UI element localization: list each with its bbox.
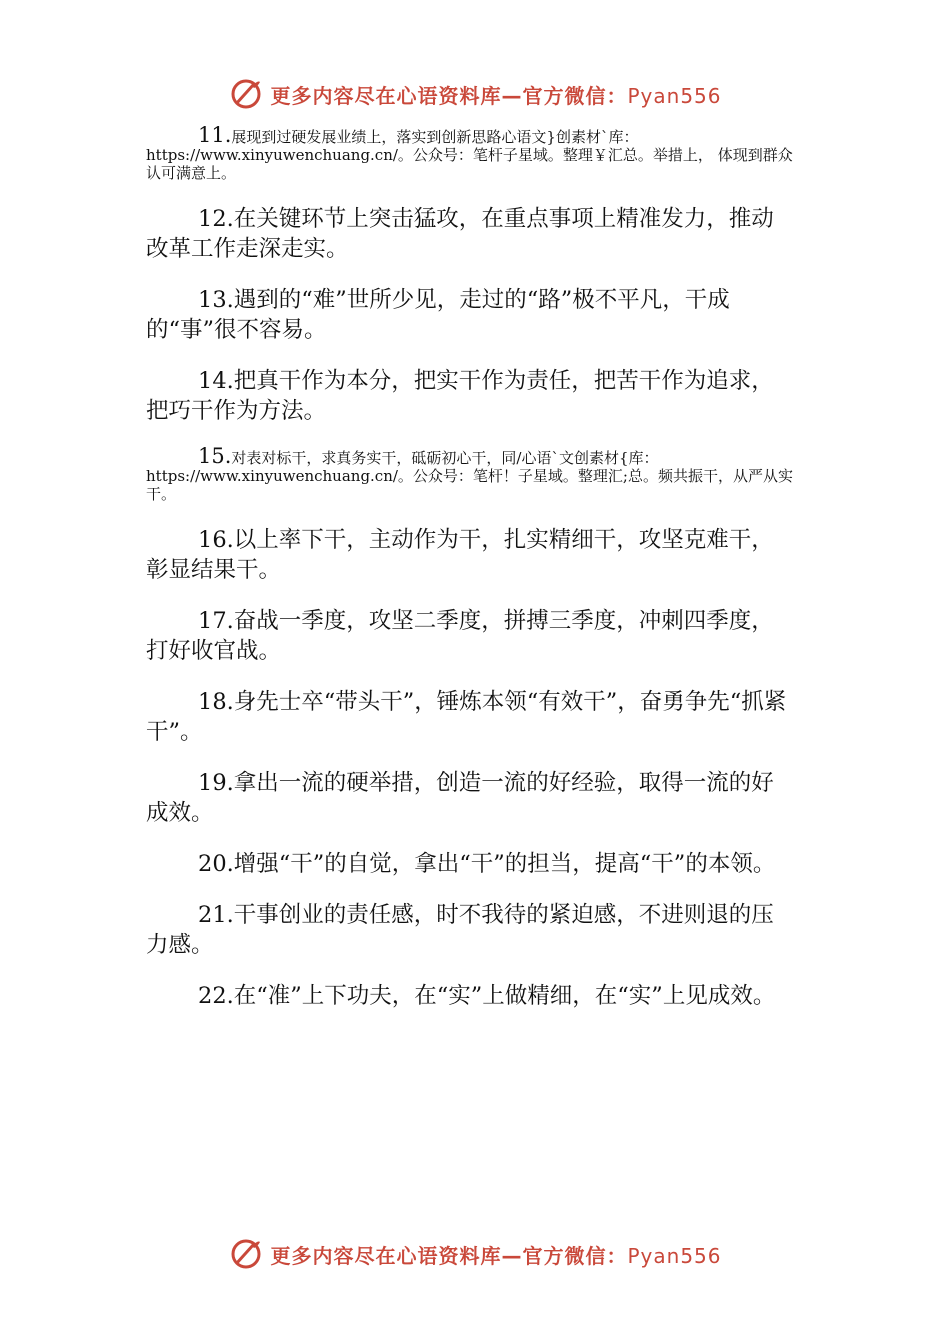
item-text: 在关键环节上突击猛攻，在重点事项上精准发力，推动改革工作走深走实。: [146, 206, 774, 262]
wechat-id: Pyan556: [627, 1243, 722, 1268]
item-text: 遇到的“难”世所少见，走过的“路”极不平凡，干成的“事”很不容易。: [146, 287, 730, 343]
list-item: [146, 900, 796, 960]
list-item: [146, 285, 796, 345]
item-text: 在“准”上下功夫，在“实”上做精细，在“实”上见成效。: [233, 983, 776, 1009]
footer-banner: [0, 1234, 950, 1274]
item-number: 16.: [198, 527, 234, 553]
list-item: [146, 366, 796, 426]
item-number: 15.: [198, 444, 232, 468]
banner-slogan: 更多内容尽在心语资料库—官方微信：: [270, 1243, 628, 1268]
item-text: 增强“干”的自觉，拿出“干”的担当，提高“干”的本领。: [233, 851, 776, 877]
item-text: 拿出一流的硬举措，创造一流的好经验，取得一流的好成效。: [146, 770, 774, 826]
list-item: [146, 849, 796, 879]
brush-logo-icon: [228, 1236, 264, 1272]
list-item: [146, 444, 796, 503]
list-item: [146, 687, 796, 747]
list-item: [146, 525, 796, 585]
item-number: 17.: [198, 608, 234, 634]
item-number: 12.: [198, 206, 234, 232]
wechat-id: Pyan556: [627, 83, 722, 108]
item-number: 22.: [198, 983, 234, 1009]
item-text: 身先士卒“带头干”，锤炼本领“有效干”，奋勇争先“抓紧干”。: [146, 689, 787, 745]
brush-logo-icon: [228, 76, 264, 112]
item-text: 把真干作为本分，把实干作为责任，把苦干作为追求，把巧干作为方法。: [146, 368, 774, 424]
list-item: [146, 981, 796, 1011]
item-number: 18.: [198, 689, 234, 715]
item-number: 13.: [198, 287, 234, 313]
banner-slogan: 更多内容尽在心语资料库—官方微信：: [270, 83, 628, 108]
item-number: 11.: [198, 123, 232, 147]
list-item: [146, 768, 796, 828]
banner-text: [270, 80, 721, 109]
item-number: 20.: [198, 851, 234, 877]
item-number: 21.: [198, 902, 234, 928]
item-number: 14.: [198, 368, 234, 394]
banner-text: [270, 1240, 721, 1269]
item-text: 对表对标干，求真务实干，砥砺初心干，同/心语`文创素材{库：https://www.xinyuwenchuang.cn/。公众号：笔杆！子星域。整理汇;总。频共振干，从严从实干。: [146, 449, 793, 503]
list-item: [146, 204, 796, 264]
document-body: [146, 123, 796, 1032]
header-banner: [0, 74, 950, 114]
item-text: 以上率下干，主动作为干，扎实精细干，攻坚克难干，彰显结果干。: [146, 527, 774, 583]
item-text: 展现到过硬发展业绩上，落实到创新思路心语文}创素材`库：https://www.xinyuwenchuang.cn/。公众号：笔杆子星域。整理￥汇总。举措上， 体现到群众认可满意上。: [146, 128, 793, 182]
item-number: 19.: [198, 770, 234, 796]
list-item: [146, 606, 796, 666]
item-text: 奋战一季度，攻坚二季度，拼搏三季度，冲刺四季度，打好收官战。: [146, 608, 774, 664]
list-item: [146, 123, 796, 182]
item-text: 干事创业的责任感，时不我待的紧迫感，不进则退的压力感。: [146, 902, 774, 958]
